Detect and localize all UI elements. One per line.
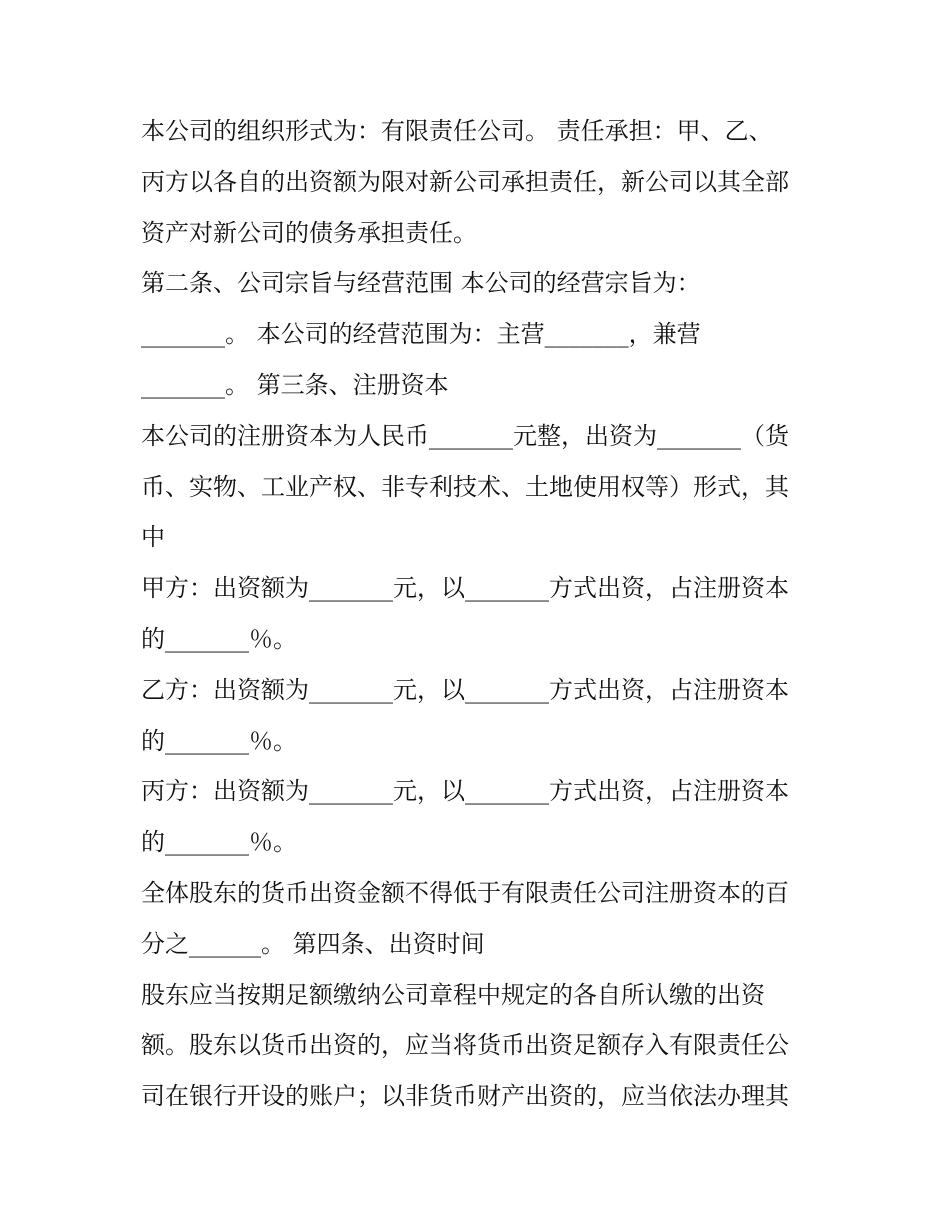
text-line: _______。 本公司的经营范围为：主营_______，兼营	[141, 320, 701, 349]
text-line: 乙方：出资额为_______元，以_______方式出资，占注册资本	[141, 675, 789, 704]
text-line: 第二条、公司宗旨与经营范围 本公司的经营宗旨为：	[141, 269, 701, 298]
text-line: 本公司的组织形式为：有限责任公司。 责任承担：甲、乙、	[141, 117, 773, 145]
text-line: 的_______％。	[141, 624, 297, 653]
text-line: 全体股东的货币出资金额不得低于有限责任公司注册资本的百	[141, 878, 789, 907]
text-line: 额。股东以货币出资的，应当将货币出资足额存入有限责任公	[141, 1031, 789, 1060]
text-line: 中	[141, 523, 165, 552]
text-line: 的_______％。	[141, 726, 297, 755]
text-line: 股东应当按期足额缴纳公司章程中规定的各自所认缴的出资	[141, 980, 765, 1009]
text-line: 司在银行开设的账户；以非货币财产出资的，应当依法办理其	[141, 1082, 789, 1111]
text-line: 的_______％。	[141, 828, 297, 857]
text-line: 币、实物、工业产权、非专利技术、土地使用权等）形式，其	[141, 472, 789, 501]
text-line: _______。 第三条、注册资本	[141, 370, 449, 399]
document-body	[141, 106, 821, 1122]
text-line: 本公司的注册资本为人民币_______元整，出资为_______（货	[141, 421, 789, 450]
text-line: 丙方以各自的出资额为限对新公司承担责任，新公司以其全部	[141, 167, 789, 196]
text-line: 资产对新公司的债务承担责任。	[141, 218, 477, 247]
text-line: 分之______。 第四条、出资时间	[141, 929, 485, 958]
text-line: 丙方：出资额为_______元，以_______方式出资，占注册资本	[141, 777, 789, 806]
text-line: 甲方：出资额为_______元，以_______方式出资，占注册资本	[141, 574, 789, 603]
